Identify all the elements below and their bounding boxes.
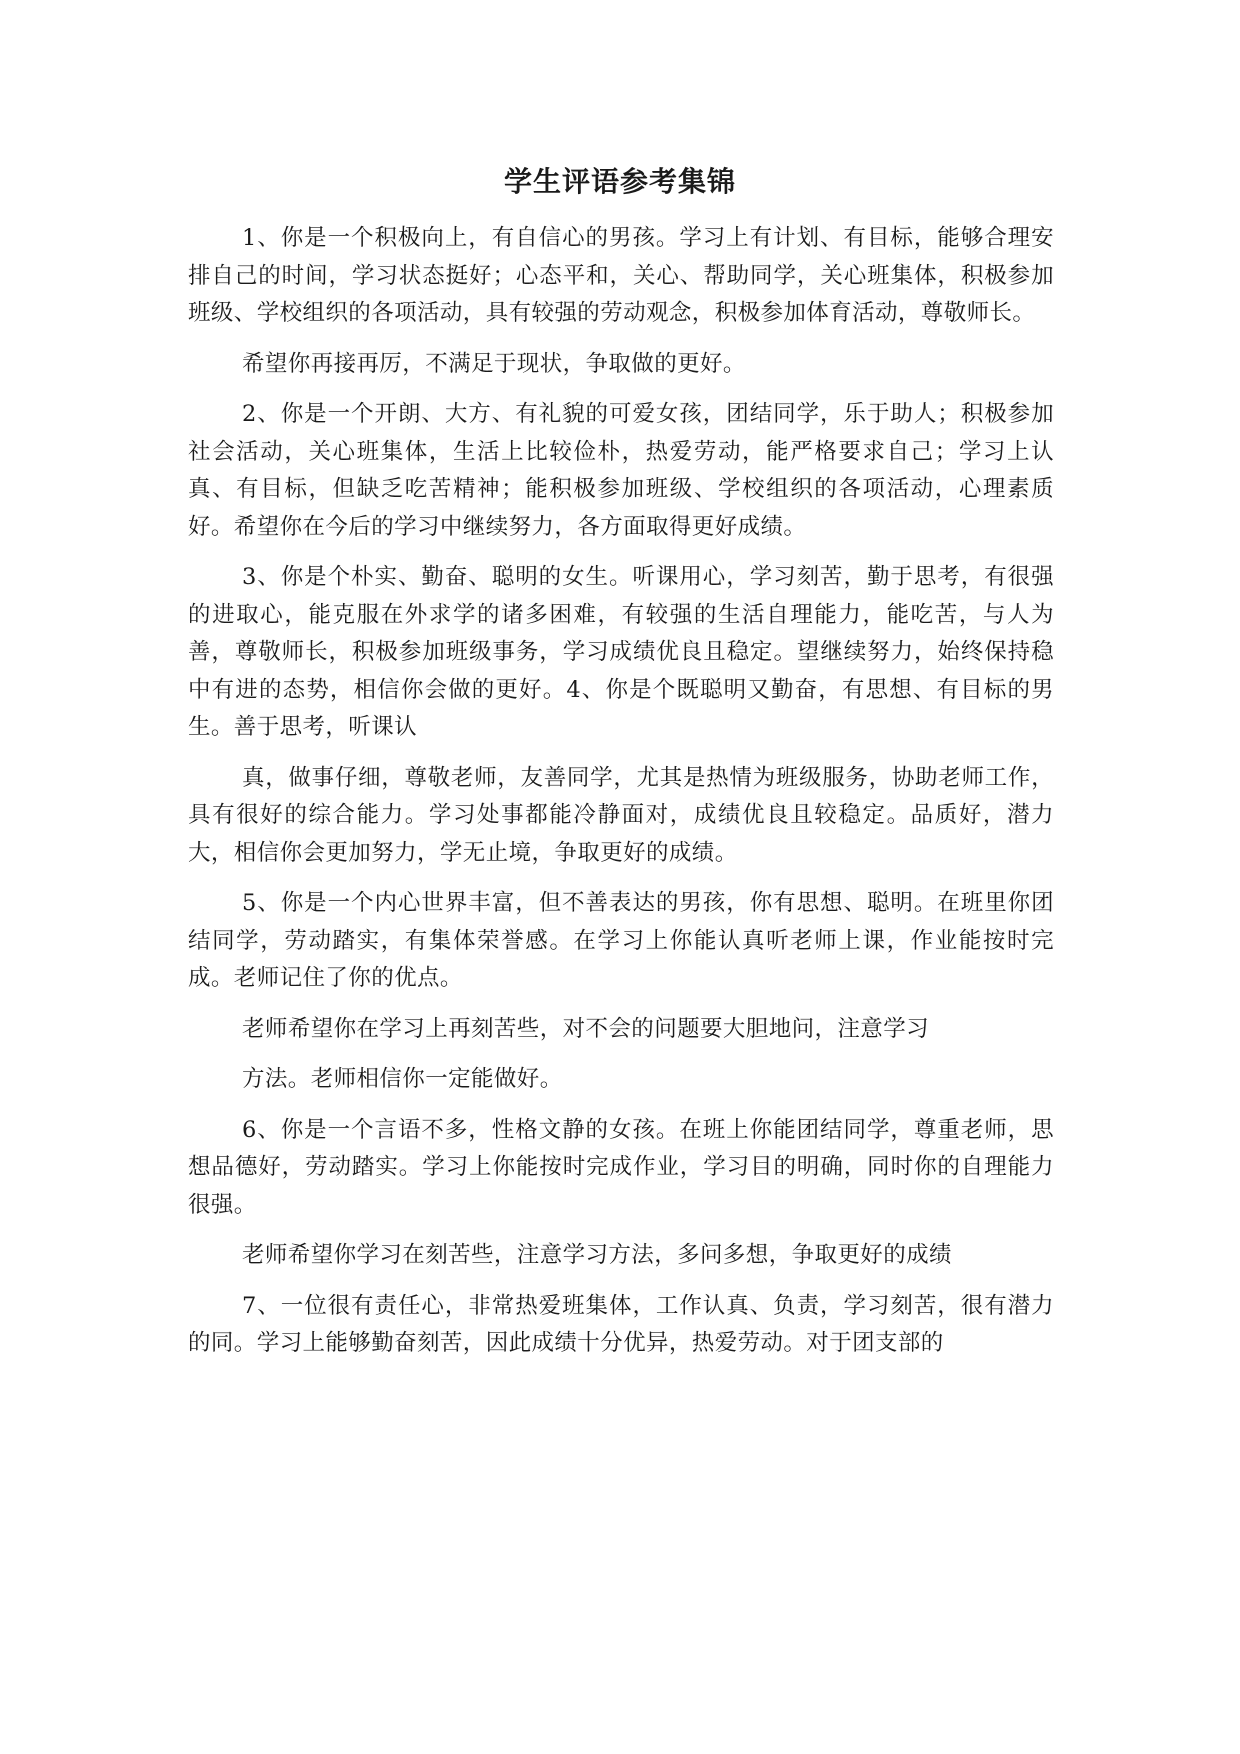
document-title: 学生评语参考集锦: [503, 165, 736, 198]
paragraph-2: 希望你再接再厉，不满足于现状，争取做的更好。: [242, 350, 746, 377]
paragraph-8: 方法。老师相信你一定能做好。: [242, 1066, 563, 1092]
paragraph-6: 5、你是一个内心世界丰富，但不善表达的男孩，你有思想、聪明。在班里你团结同学，劳动踏实，有集体荣誉感。在学习上你能认真听老师上课，作业能按时完成。老师记住了你的优点。: [188, 890, 1054, 991]
paragraph-5: 真，做事仔细，尊敬老师，友善同学，尤其是热情为班级服务，协助老师工作，具有很好的综合能力。学习处事都能冷静面对，成绩优良且较稳定。品质好，潜力大，相信你会更加努力，学无止境，争取更好的成绩。: [188, 764, 1054, 866]
paragraph-3: 2、你是一个开朗、大方、有礼貌的可爱女孩，团结同学，乐于助人；积极参加社会活动，关心班集体，生活上比较俭朴，热爱劳动，能严格要求自己；学习上认真、有目标，但缺乏吃苦精神；能积极参加班级、学校组织的各项活动，心理素质好。希望你在今后的学习中继续努力，各方面取得更好成绩。: [188, 401, 1054, 540]
paragraph-9: 6、你是一个言语不多，性格文静的女孩。在班上你能团结同学，尊重老师，思想品德好，劳动踏实。学习上你能按时完成作业，学习目的明确，同时你的自理能力很强。: [188, 1116, 1054, 1218]
paragraph-11: 7、一位很有责任心，非常热爱班集体，工作认真、负责，学习刻苦，很有潜力的同。学习上能够勤奋刻苦，因此成绩十分优异，热爱劳动。对于团支部的: [188, 1292, 1054, 1356]
paragraph-10: 老师希望你学习在刻苦些，注意学习方法，多问多想，争取更好的成绩: [242, 1242, 952, 1268]
paragraph-4: 3、你是个朴实、勤奋、聪明的女生。听课用心，学习刻苦，勤于思考，有很强的进取心，能克服在外求学的诸多困难，有较强的生活自理能力，能吃苦，与人为善，尊敬师长，积极参加班级事务，学习成绩优良且稳定。望继续努力，始终保持稳中有进的态势，相信你会做的更好。4、你是个既聪明又勤奋，有思想、有目标的男生。善于思考，听课认: [188, 564, 1054, 740]
paragraph-7: 老师希望你在学习上再刻苦些，对不会的问题要大胆地问，注意学习: [242, 1015, 930, 1042]
document-body: [188, 220, 1054, 1376]
paragraph-1: 1、你是一个积极向上，有自信心的男孩。学习上有计划、有目标，能够合理安排自己的时间，学习状态挺好；心态平和，关心、帮助同学，关心班集体，积极参加班级、学校组织的各项活动，具有较强的劳动观念，积极参加体育活动，尊敬师长。: [188, 225, 1054, 326]
